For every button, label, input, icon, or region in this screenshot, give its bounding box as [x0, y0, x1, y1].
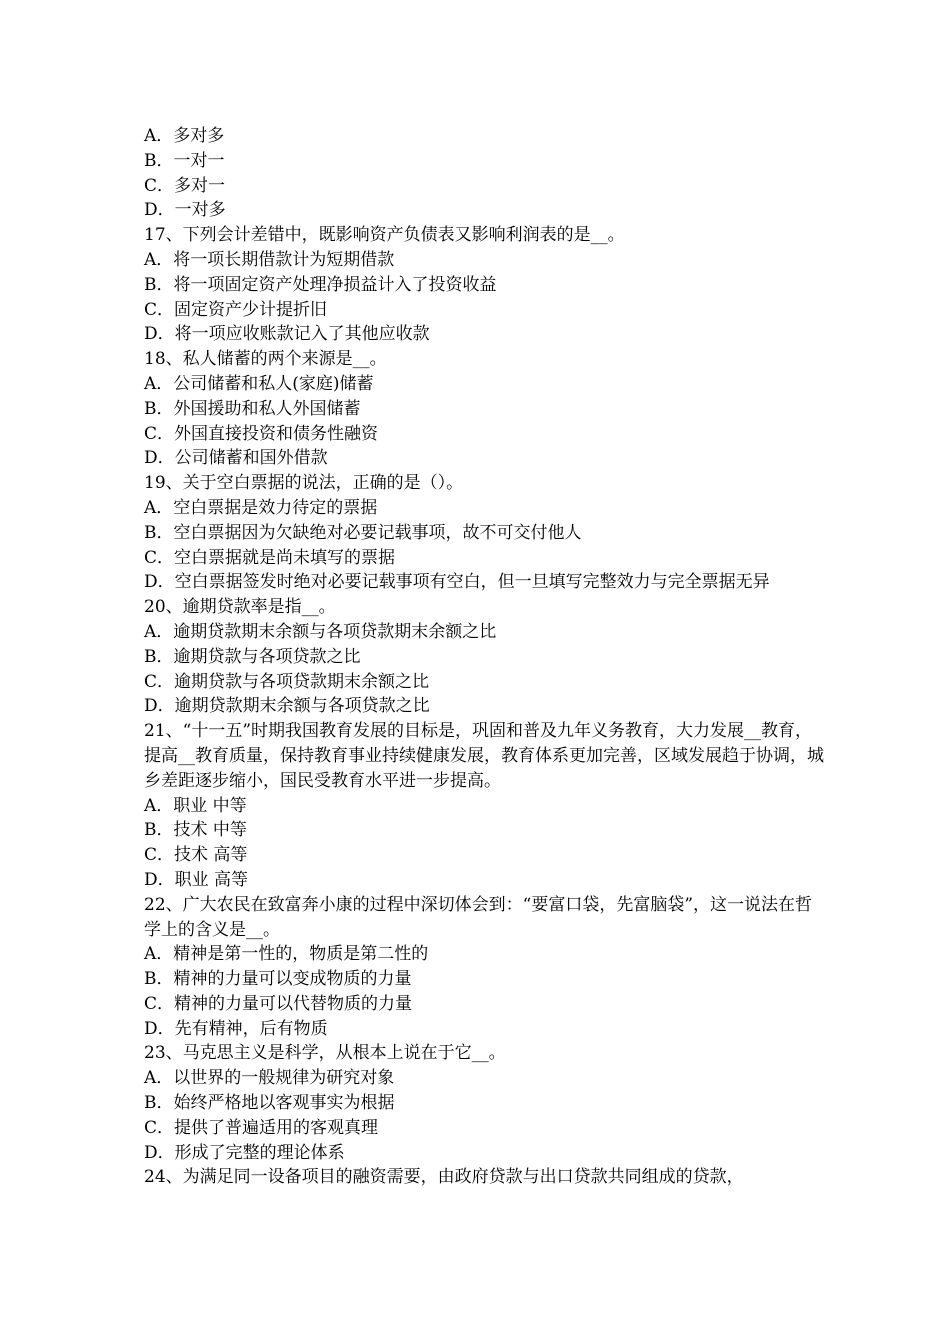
option-b: B．逾期贷款与各项贷款之比 [144, 646, 361, 667]
option-c: C．提供了普遍适用的客观真理 [144, 1117, 379, 1138]
option-b: B．精神的力量可以变成物质的力量 [144, 969, 412, 990]
option-a: A．精神是第一性的，物质是第二性的 [144, 944, 429, 965]
option-a: A．空白票据是效力待定的票据 [144, 497, 378, 518]
question-19: 19、关于空白票据的说法，正确的是（）。 [144, 473, 464, 494]
option-c: C．外国直接投资和债务性融资 [144, 423, 379, 444]
option-b: B．始终严格地以客观事实为根据 [144, 1093, 395, 1114]
option-d: D．将一项应收账款记入了其他应收款 [144, 324, 430, 345]
option-c: C．空白票据就是尚未填写的票据 [144, 547, 396, 568]
option-a: A．以世界的一般规律为研究对象 [144, 1068, 395, 1089]
option-d: D．公司储蓄和国外借款 [144, 448, 328, 469]
option-a: A．职业 中等 [144, 795, 247, 816]
question-18: 18、私人储蓄的两个来源是__。 [144, 349, 387, 370]
option-b: B．将一项固定资产处理净损益计入了投资收益 [144, 274, 497, 295]
question-22: 22、广大农民在致富奔小康的过程中深切体会到：“要富口袋，先富脑袋”，这一说法在哲学上的含义是__。 [144, 894, 813, 940]
option-d: D．先有精神，后有物质 [144, 1018, 328, 1039]
option-b: B．技术 中等 [144, 820, 247, 841]
option-b: B．空白票据因为欠缺绝对必要记载事项，故不可交付他人 [144, 522, 582, 543]
option-a: A．逾期贷款期末余额与各项贷款期末余额之比 [144, 621, 497, 642]
option-a: A．公司储蓄和私人(家庭)储蓄 [144, 373, 374, 394]
question-23: 23、马克思主义是科学，从根本上说在于它__。 [144, 1043, 506, 1064]
option-c: C．精神的力量可以代替物质的力量 [144, 993, 413, 1014]
question-20: 20、逾期贷款率是指__。 [144, 597, 336, 618]
document-page [144, 124, 824, 1190]
option-c: C．固定资产少计提折旧 [144, 299, 328, 320]
option-d: D．形成了完整的理论体系 [144, 1142, 345, 1163]
option-a: A．多对多 [144, 126, 225, 146]
option-c: C．技术 高等 [144, 845, 248, 866]
question-17: 17、下列会计差错中，既影响资产负债表又影响利润表的是__。 [144, 225, 625, 246]
option-c: C．逾期贷款与各项贷款期末余额之比 [144, 671, 430, 692]
question-21: 21、“十一五”时期我国教育发展的目标是，巩固和普及九年义务教育，大力发展__教育，提高__教育质量，保持教育事业持续健康发展，教育体系更加完善，区域发展趋于协调，城乡差距逐步缩小，国民受教育水平进一步提高。 [144, 721, 824, 791]
option-a: A．将一项长期借款计为短期借款 [144, 249, 395, 270]
option-d: D．逾期贷款期末余额与各项贷款之比 [144, 696, 430, 717]
option-b: B．一对一 [144, 150, 225, 171]
option-d: D．一对多 [144, 200, 226, 221]
option-c: C．多对一 [144, 175, 226, 196]
option-b: B．外国援助和私人外国储蓄 [144, 398, 361, 419]
option-d: D．职业 高等 [144, 869, 249, 890]
option-d: D．空白票据签发时绝对必要记载事项有空白，但一旦填写完整效力与完全票据无异 [144, 572, 770, 593]
question-24: 24、为满足同一设备项目的融资需要，由政府贷款与出口贷款共同组成的贷款， [144, 1167, 744, 1188]
